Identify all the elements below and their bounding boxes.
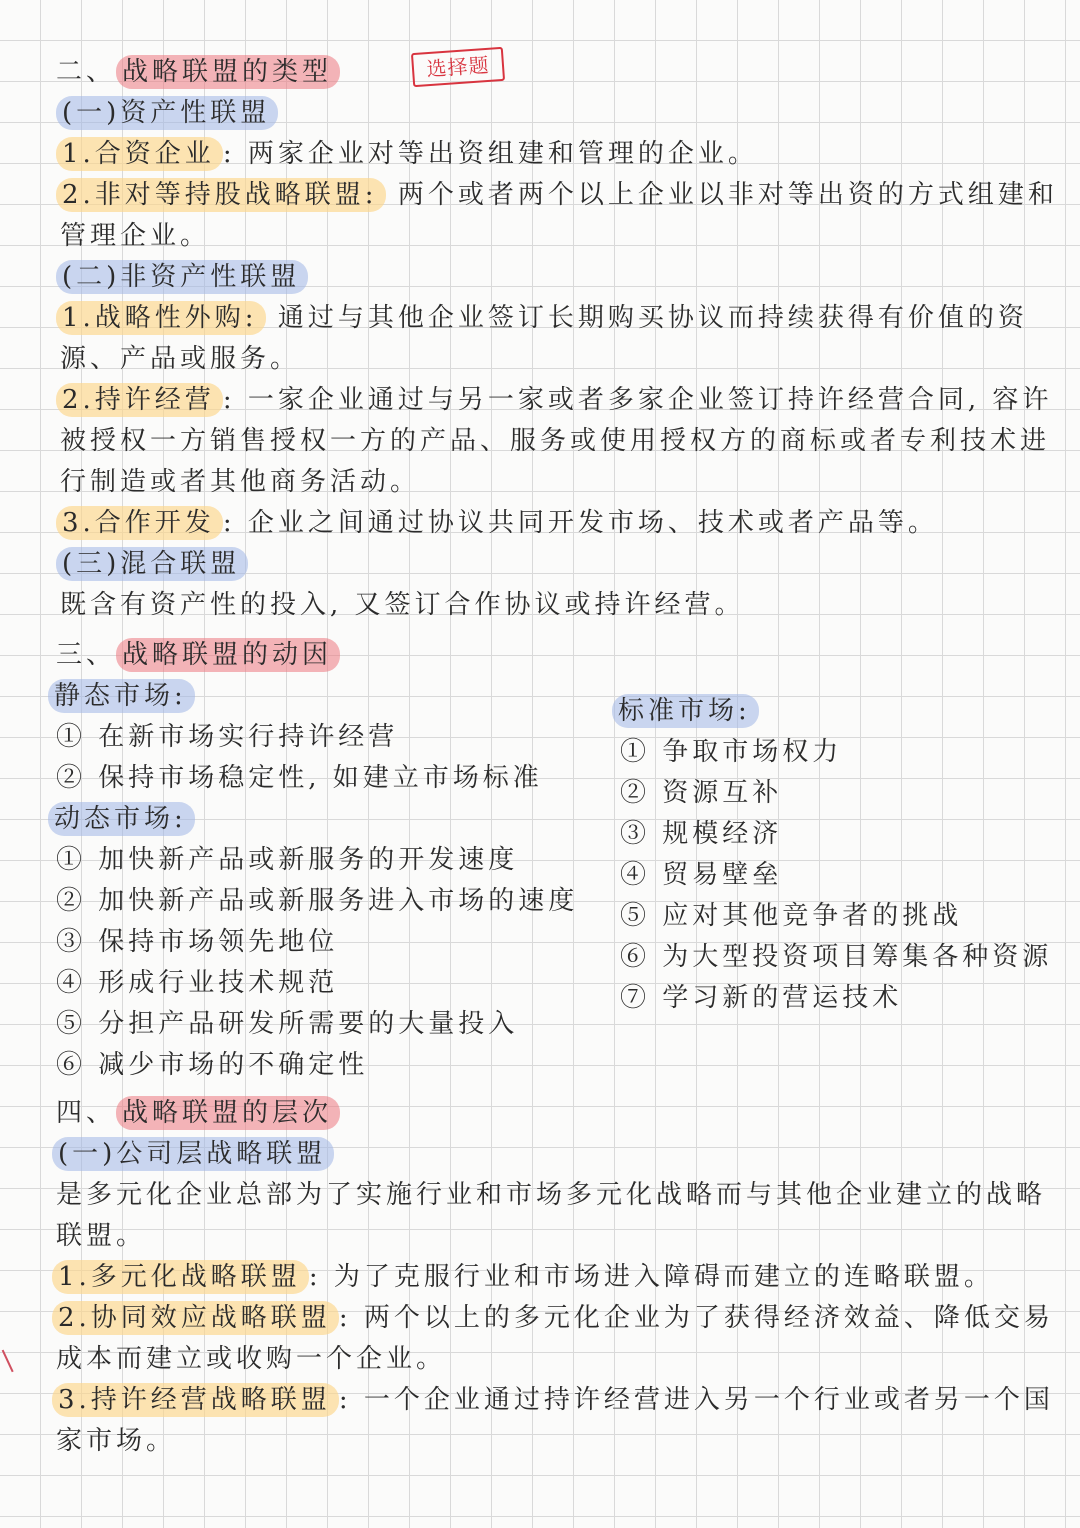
choice-question-stamp: 选择题 — [411, 47, 505, 87]
note-line — [60, 462, 420, 502]
subsection-heading: (一)资产性联盟 — [56, 96, 278, 130]
note-line — [56, 881, 578, 921]
note-line — [56, 1004, 518, 1044]
note-line — [56, 93, 278, 133]
note-line — [56, 717, 398, 757]
note-line — [56, 1093, 340, 1133]
subsection-heading: 标准市场: — [612, 694, 759, 728]
note-text: ⑥ 为大型投资项目筹集各种资源 — [620, 942, 1053, 972]
margin-mark — [2, 1344, 27, 1373]
note-text: 是多元化企业总部为了实施行业和市场多元化战略而与其他企业建立的战略 — [56, 1180, 1047, 1210]
term-highlight: 3.持许经营战略联盟 — [52, 1383, 339, 1417]
note-line — [48, 799, 195, 839]
note-text: ④ 形成行业技术规范 — [56, 968, 339, 998]
section-heading: 战略联盟的动因 — [116, 638, 340, 672]
note-text: 三、 — [56, 640, 117, 670]
note-text: 成本而建立或收购一个企业。 — [56, 1344, 447, 1374]
note-line — [52, 1380, 1054, 1420]
subsection-heading: 静态市场: — [48, 679, 195, 713]
note-line — [56, 1216, 146, 1256]
standard-market-line — [620, 732, 842, 772]
subsection-heading: (三)混合联盟 — [56, 547, 248, 581]
standard-market-line — [620, 814, 782, 854]
note-line — [56, 134, 758, 174]
note-text: : 一个企业通过持许经营进入另一个行业或者另一个国 — [338, 1385, 1054, 1415]
standard-market-line — [620, 896, 962, 936]
note-text: ③ 保持市场领先地位 — [56, 927, 339, 957]
note-line — [56, 635, 340, 675]
standard-market-line — [620, 855, 782, 895]
note-text: : 两家企业对等出资组建和管理的企业。 — [222, 139, 758, 169]
term-highlight: 1.多元化战略联盟 — [52, 1260, 309, 1294]
note-line — [56, 1175, 1046, 1215]
section-heading: 战略联盟的层次 — [116, 1096, 340, 1130]
term-highlight: 2.持许经营 — [56, 383, 223, 417]
note-text: : 一家企业通过与另一家或者多家企业签订持许经营合同, 容许 — [222, 385, 1053, 415]
note-text: ② 资源互补 — [620, 778, 783, 808]
note-line — [52, 1134, 334, 1174]
standard-market-line — [612, 691, 759, 731]
note-text: ② 保持市场稳定性, 如建立市场标准 — [56, 763, 543, 793]
note-line — [56, 380, 1052, 420]
term-highlight: 1.战略性外购: — [56, 301, 266, 335]
note-line — [56, 1339, 446, 1379]
note-text: 行制造或者其他商务活动。 — [60, 467, 421, 497]
note-line — [56, 1045, 368, 1085]
note-line — [56, 1421, 176, 1461]
term-highlight: 1.合资企业 — [56, 137, 223, 171]
standard-market-line — [620, 773, 782, 813]
note-text: 既含有资产性的投入, 又签订合作协议或持许经营。 — [60, 590, 745, 620]
note-text: ① 加快新产品或新服务的开发速度 — [56, 845, 519, 875]
term-highlight: 3.合作开发 — [56, 506, 223, 540]
subsection-heading: (一)公司层战略联盟 — [52, 1137, 334, 1171]
term-highlight: 2.协同效应战略联盟 — [52, 1301, 339, 1335]
note-text: ③ 规模经济 — [620, 819, 783, 849]
note-line — [56, 840, 518, 880]
note-text: : 企业之间通过协议共同开发市场、技术或者产品等。 — [222, 508, 938, 538]
note-text: 两个或者两个以上企业以非对等出资的方式组建和 — [385, 180, 1058, 210]
note-text: ④ 贸易壁垒 — [620, 860, 783, 890]
note-text: 被授权一方销售授权一方的产品、服务或使用授权方的商标或者专利技术进 — [60, 426, 1051, 456]
note-text: ⑤ 应对其他竞争者的挑战 — [620, 901, 963, 931]
note-text: ② 加快新产品或新服务进入市场的速度 — [56, 886, 579, 916]
note-line — [56, 544, 248, 584]
note-line — [56, 175, 1058, 215]
note-line — [60, 421, 1050, 461]
subsection-heading: (二)非资产性联盟 — [56, 260, 308, 294]
note-text: 联盟。 — [56, 1221, 147, 1251]
note-text: : 两个以上的多元化企业为了获得经济效益、降低交易 — [338, 1303, 1054, 1333]
note-line — [56, 758, 543, 798]
note-text: 二、 — [56, 57, 117, 87]
note-line — [52, 1298, 1054, 1338]
note-text: 源、产品或服务。 — [60, 344, 301, 374]
note-text: ⑦ 学习新的营运技术 — [620, 983, 903, 1013]
standard-market-line — [620, 978, 902, 1018]
note-text: ⑤ 分担产品研发所需要的大量投入 — [56, 1009, 519, 1039]
section-heading: 战略联盟的类型 — [116, 55, 340, 89]
note-text: ⑥ 减少市场的不确定性 — [56, 1050, 369, 1080]
note-text: ① 争取市场权力 — [620, 737, 843, 767]
note-line — [48, 676, 195, 716]
note-line — [56, 963, 338, 1003]
subsection-heading: 动态市场: — [48, 802, 195, 836]
note-line — [56, 503, 938, 543]
note-text: : 为了克服行业和市场进入障碍而建立的连略联盟。 — [308, 1262, 994, 1292]
note-text: 家市场。 — [56, 1426, 177, 1456]
note-line — [56, 922, 338, 962]
note-text: 通过与其他企业签订长期购买协议而持续获得有价值的资 — [265, 303, 1028, 333]
note-text: 四、 — [56, 1098, 117, 1128]
standard-market-line — [620, 937, 1052, 977]
note-line — [60, 585, 745, 625]
note-line — [52, 1257, 994, 1297]
note-line — [56, 298, 1028, 338]
note-line — [60, 339, 300, 379]
note-line — [60, 216, 210, 256]
note-line — [56, 52, 340, 92]
note-line — [56, 257, 308, 297]
note-text: 管理企业。 — [60, 221, 211, 251]
note-text: ① 在新市场实行持许经营 — [56, 722, 399, 752]
term-highlight: 2.非对等持股战略联盟: — [56, 178, 386, 212]
